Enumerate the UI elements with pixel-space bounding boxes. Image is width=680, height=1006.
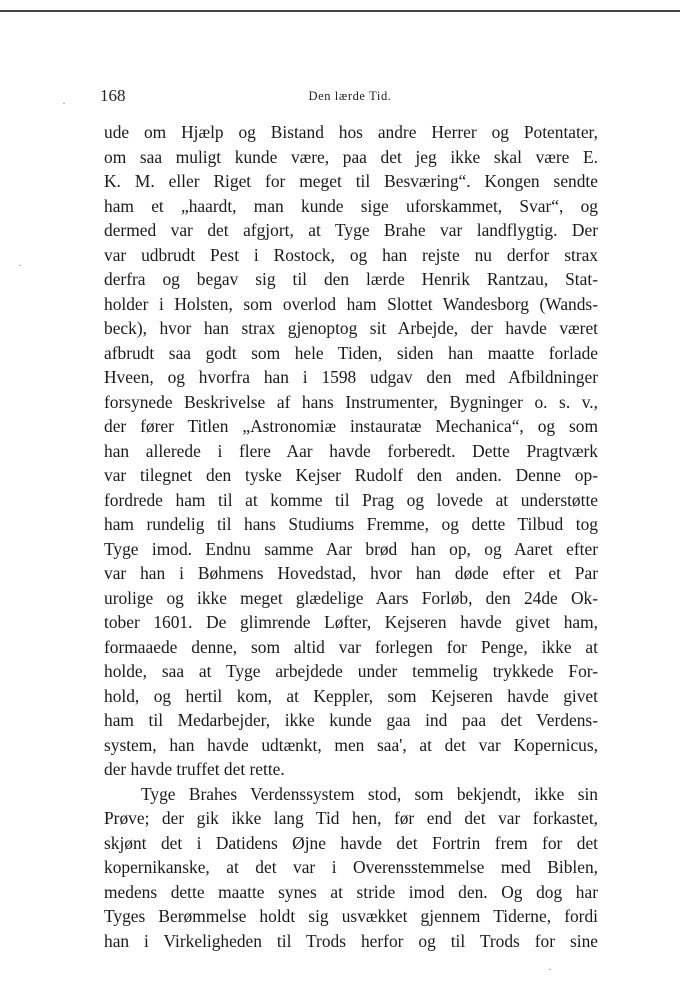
- page-header: [100, 86, 600, 108]
- paragraph-start-line: Tyge Brahes Verdenssystem stod, som bekjendt, ikke sin: [141, 783, 598, 804]
- text-line: Tyge imod. Endnu samme Aar brød han op, og Aaret efter: [104, 538, 598, 559]
- speck-mark: ·: [18, 258, 22, 272]
- text-line: Prøve; der gik ikke lang Tid hen, før end det var forkastet,: [104, 808, 598, 828]
- text-line: var tilegnet den tyske Kejser Rudolf den anden. Denne op-: [104, 465, 598, 485]
- text-line: var udbrudt Pest i Rostock, og han rejste nu derfor strax: [104, 244, 598, 265]
- text-line: Tyges Berømmelse holdt sig usvækket gjennem Tiderne, fordi: [104, 906, 598, 926]
- text-line: derfra og begav sig til den lærde Henrik Rantzau, Stat-: [104, 269, 598, 289]
- speck-mark: ·: [548, 962, 552, 976]
- text-line: urolige og ikke meget glædelige Aars Forløb, den 24de Ok-: [104, 587, 598, 608]
- text-line: ham til Medarbejder, ikke kunde gaa ind paa det Verdens-: [104, 710, 598, 730]
- text-line: system, han havde udtænkt, men saa', at det var Kopernicus,: [104, 734, 598, 755]
- text-line: Hveen, og hvorfra han i 1598 udgav den med Afbildninger: [104, 367, 598, 387]
- text-line: ham et „haardt, man kunde sige uforskammet, Svar“, og: [104, 195, 598, 216]
- text-line: forsynede Beskrivelse af hans Instrumenter, Bygninger o. s. v.,: [104, 391, 598, 412]
- paragraph-end-line: der havde truffet det rette.: [104, 759, 285, 779]
- text-line: skjønt det i Datidens Øjne havde det Fortrin frem for det: [104, 832, 598, 853]
- text-line: ude om Hjælp og Bistand hos andre Herrer og Potentater,: [104, 122, 598, 142]
- text-line: han i Virkeligheden til Trods herfor og til Trods for sine: [104, 930, 598, 951]
- text-line: holder i Holsten, som overlod ham Slottet Wandesborg (Wands-: [104, 293, 598, 314]
- text-line: medens dette maatte synes at stride imod den. Og dog har: [104, 881, 598, 902]
- text-line: holde, saa at Tyge arbejdede under temmelig trykkede For-: [104, 661, 598, 681]
- text-line: tober 1601. De glimrende Løfter, Kejseren havde givet ham,: [104, 612, 598, 632]
- text-line: K. M. eller Riget for meget til Besværing“. Kongen sendte: [104, 171, 598, 191]
- running-head: Den lærde Tid.: [308, 89, 392, 103]
- text-line: kopernikanske, at det var i Overensstemmelse med Biblen,: [104, 857, 598, 877]
- text-line: dermed var det afgjort, at Tyge Brahe var landflygtig. Der: [104, 220, 598, 240]
- text-line: fordrede ham til at komme til Prag og lovede at understøtte: [104, 489, 598, 510]
- page-number: 168: [100, 86, 126, 105]
- text-line: ham rundelig til hans Studiums Fremme, og dette Tilbud tog: [104, 514, 598, 534]
- text-line: beck), hvor han strax gjenoptog sit Arbejde, der havde været: [104, 318, 598, 338]
- body-text: [104, 120, 598, 953]
- text-line: han allerede i flere Aar havde forberedt. Dette Pragtværk: [104, 440, 598, 461]
- speck-mark: ·: [62, 96, 66, 110]
- text-line: hold, og hertil kom, at Keppler, som Kejseren havde givet: [104, 685, 598, 706]
- text-line: formaaede denne, som altid var forlegen for Penge, ikke at: [104, 636, 598, 657]
- text-line: om saa muligt kunde være, paa det jeg ikke skal være E.: [104, 146, 598, 167]
- text-line: afbrudt saa godt som hele Tiden, siden han maatte forlade: [104, 342, 598, 363]
- text-line: der fører Titlen „Astronomiæ instauratæ Mechanica“, og som: [104, 416, 598, 436]
- top-border-rule: [0, 10, 680, 12]
- text-line: var han i Bøhmens Hovedstad, hvor han døde efter et Par: [104, 563, 598, 583]
